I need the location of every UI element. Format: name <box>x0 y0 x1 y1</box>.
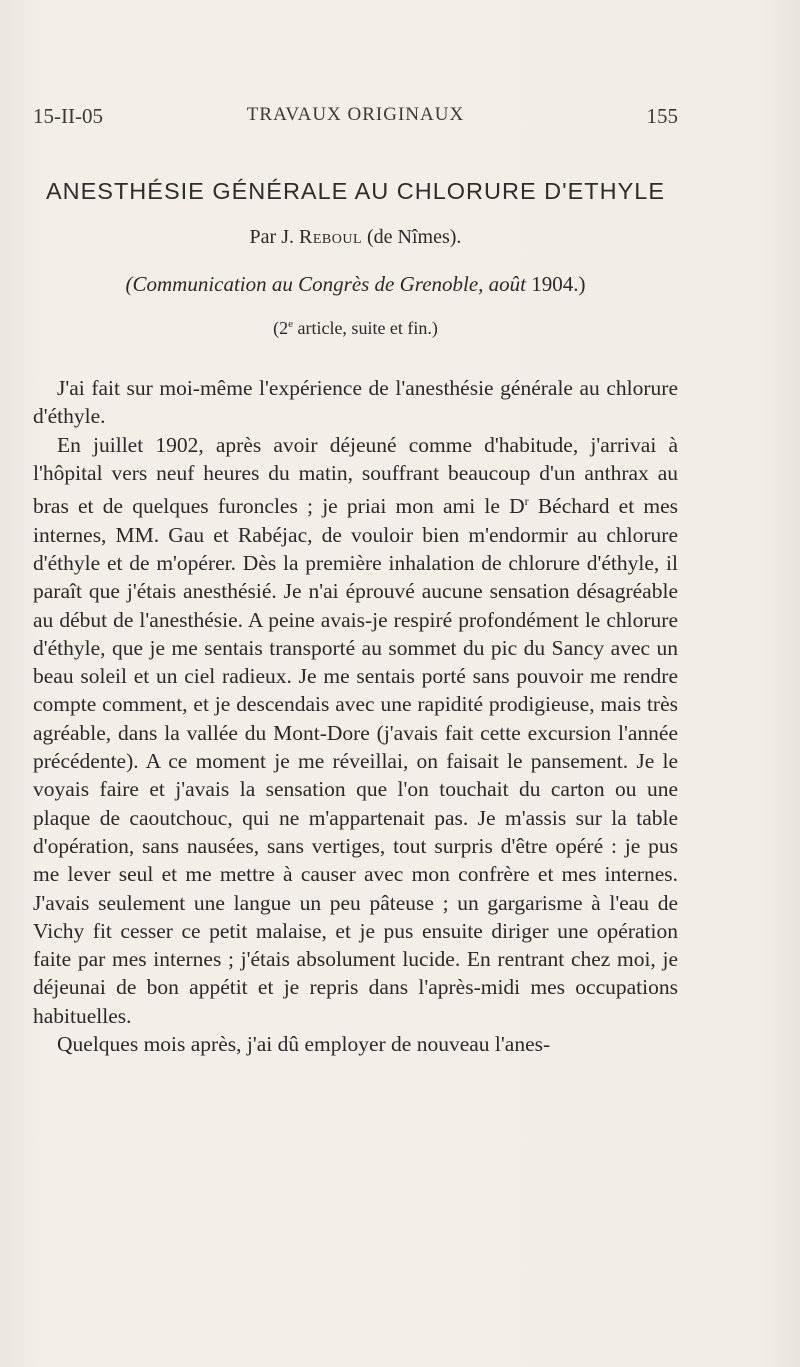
author-name: Reboul <box>299 226 363 248</box>
paragraph-1: J'ai fait sur moi-même l'expérience de l'anesthésie générale au chlorure d'éthyle. <box>33 376 678 429</box>
paragraph-2-part-b: Béchard et mes internes, MM. Gau et Rabéjac, de vouloir bien m'endormir au chlorure d'éthyle et de m'opérer. Dès la première inhalation de chlorure d'éthyle, il paraît que j'étais anesthésié. Je n'ai éprouvé aucune sensation désagréable au début de l'anesthésie. A peine avais-je respiré profondément le chlorure d'éthyle, que je me sentais transporté au sommet du pic du Sancy avec un beau soleil et un ciel radieux. Je me sentais porté sans pouvoir me rendre compte comment, et je descendais avec une rapidité prodigieuse, mais très agréable, dans la vallée du Mont-Dore (j'avais fait cette excursion l'année précédente). A ce moment je me réveillai, on faisait le pansement. Je le voyais faire et j'avais la sensation que l'on touchait du carton ou une plaque de caoutchouc, qui ne m'appartenait pas. Je m'assis sur la table d'opération, sans nausées, sans vertiges, tout surpris d'être opéré : je pus me lever seul et me mettre à causer avec mon confrère et mes internes. J'avais seulement une langue un peu pâteuse ; un gargarisme à l'eau de Vichy fit cesser ce petit malaise, et je pus ensuite diriger une opération faite par mes internes ; j'étais absolument lucide. En rentrant chez moi, je déjeunai de bon appétit et je repris dans l'après-midi mes occupations habituelles. <box>33 494 678 1028</box>
article-rest: article, suite et fin.) <box>292 318 438 338</box>
running-header <box>33 104 678 134</box>
byline <box>33 226 678 249</box>
paragraph-3: Quelques mois après, j'ai dû employer de nouveau l'anes- <box>57 1031 551 1056</box>
paragraph-2 <box>33 431 678 1030</box>
header-section: TRAVAUX ORIGINAUX <box>246 104 465 125</box>
paragraph-2-part-a: En juillet 1902, après avoir déjeuné comme d'habitude, j'arrivai à l'hôpital vers neuf heures du matin, souffrant beaucoup d'un anthrax au bras et de quelques furoncles ; je priai mon ami le D <box>33 432 678 519</box>
communication-year: 1904.) <box>531 272 586 296</box>
article-sup: e <box>288 318 293 330</box>
body-text <box>33 374 678 1058</box>
header-date: 15-II-05 <box>33 104 103 128</box>
page-number: 155 <box>646 104 678 128</box>
article-num: (2 <box>273 318 289 338</box>
communication-text: (Communication au Congrès de Grenoble, août <box>125 272 527 296</box>
article-note <box>33 318 678 339</box>
byline-prefix: Par J. <box>249 226 294 248</box>
doctor-abbrev-sup: r <box>524 494 529 509</box>
byline-location: (de Nîmes). <box>367 226 462 248</box>
article-title: ANESTHÉSIE GÉNÉRALE AU CHLORURE D'ETHYLE <box>45 178 666 204</box>
communication-note <box>33 272 678 297</box>
